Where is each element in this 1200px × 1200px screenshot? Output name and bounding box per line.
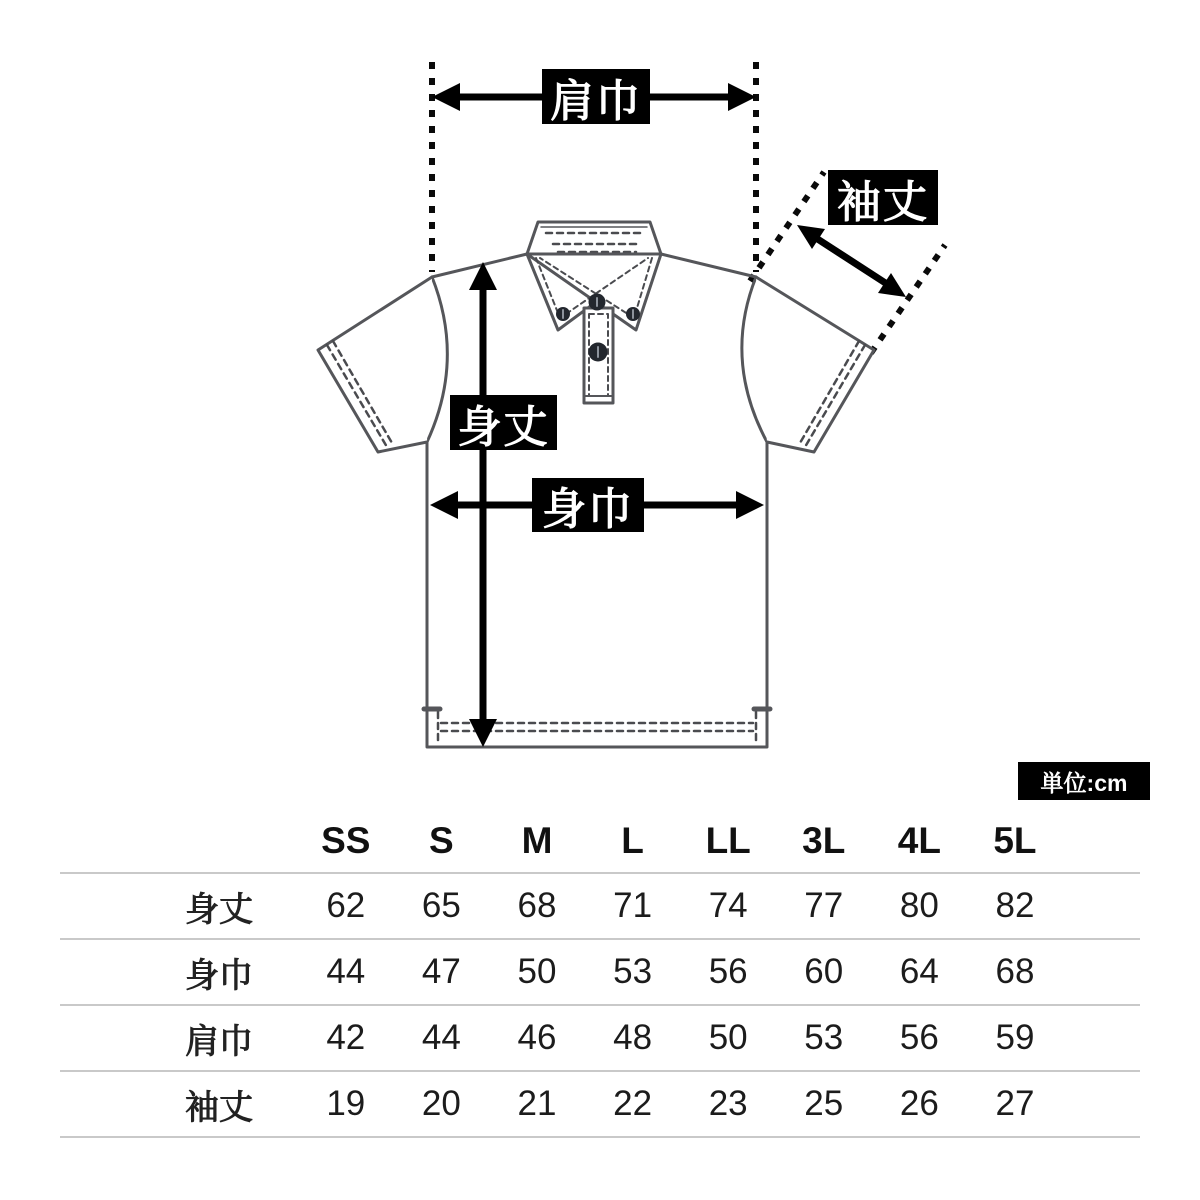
cell-value: 46 xyxy=(517,1018,557,1057)
table-row-body-length xyxy=(60,874,1140,940)
cell-value: 53 xyxy=(804,1018,844,1057)
cell-value: 25 xyxy=(804,1084,844,1123)
cell-value: 47 xyxy=(421,952,461,991)
cell-value: 44 xyxy=(421,1018,461,1057)
cell-value: 74 xyxy=(708,886,748,925)
cell-value: 48 xyxy=(613,1018,653,1057)
cell-value: 56 xyxy=(708,952,748,991)
size-column-header: LL xyxy=(705,820,751,861)
size-column-header: 3L xyxy=(802,820,846,861)
size-table xyxy=(60,810,1140,1138)
size-column-header: 4L xyxy=(897,820,941,861)
table-row-sleeve-length xyxy=(60,1072,1140,1138)
row-label: 袖丈 xyxy=(185,1088,253,1127)
sleeve-length-label: 袖丈 xyxy=(828,170,938,225)
cell-value: 19 xyxy=(326,1084,366,1123)
shoulder-width-label: 肩巾 xyxy=(542,69,650,124)
size-column-header: S xyxy=(429,820,454,861)
cell-value: 56 xyxy=(899,1018,939,1057)
cell-value: 26 xyxy=(899,1084,939,1123)
sleeve-length-arrow xyxy=(797,225,906,297)
cell-value: 20 xyxy=(421,1084,461,1123)
cell-value: 42 xyxy=(326,1018,366,1057)
size-column-header: SS xyxy=(321,820,371,861)
cell-value: 82 xyxy=(995,886,1035,925)
table-row-body-width xyxy=(60,940,1140,1006)
cell-value: 77 xyxy=(804,886,844,925)
size-column-header: 5L xyxy=(993,820,1037,861)
cell-value: 80 xyxy=(899,886,939,925)
cell-value: 27 xyxy=(995,1084,1035,1123)
cell-value: 44 xyxy=(326,952,366,991)
cell-value: 21 xyxy=(517,1084,557,1123)
row-label: 肩巾 xyxy=(185,1022,253,1061)
cell-value: 50 xyxy=(517,952,557,991)
cell-value: 60 xyxy=(804,952,844,991)
body-length-label: 身丈 xyxy=(450,395,557,450)
body-width-label: 身巾 xyxy=(532,478,644,532)
size-column-header: M xyxy=(521,820,553,861)
table-row-shoulder-width xyxy=(60,1006,1140,1072)
cell-value: 68 xyxy=(517,886,557,925)
cell-value: 59 xyxy=(995,1018,1035,1057)
size-column-header: L xyxy=(621,820,644,861)
cell-value: 71 xyxy=(613,886,653,925)
cell-value: 22 xyxy=(613,1084,653,1123)
cell-value: 53 xyxy=(613,952,653,991)
cell-value: 50 xyxy=(708,1018,748,1057)
cell-value: 62 xyxy=(326,886,366,925)
size-table-header-row xyxy=(60,810,1140,874)
cell-value: 68 xyxy=(995,952,1035,991)
row-label: 身丈 xyxy=(185,890,253,929)
row-label: 身巾 xyxy=(185,956,253,995)
cell-value: 23 xyxy=(708,1084,748,1123)
cell-value: 64 xyxy=(899,952,939,991)
cell-value: 65 xyxy=(421,886,461,925)
unit-badge: 単位:cm xyxy=(1018,762,1150,800)
